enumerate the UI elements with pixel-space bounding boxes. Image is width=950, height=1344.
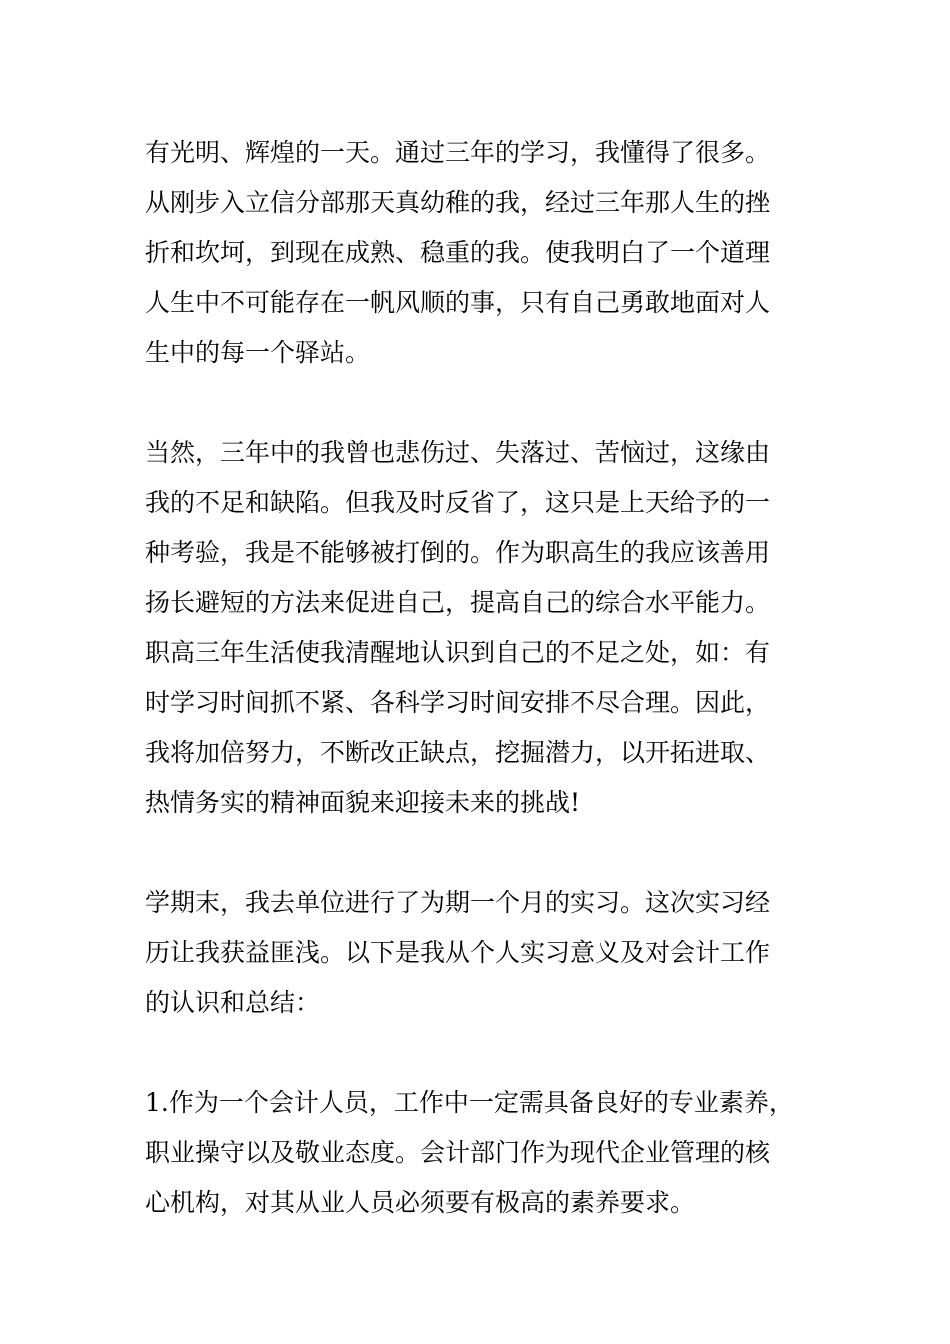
text-line: 扬长避短的方法来促进自己，提高自己的综合水平能力。 [145,588,771,617]
text-line: 职业操守以及敬业态度。会计部门作为现代企业管理的核 [145,1138,771,1167]
text-line: 当然，三年中的我曾也悲伤过、失落过、苦恼过，这缘由 [145,438,771,467]
paragraph-spacer [145,378,825,428]
text-line: 我的不足和缺陷。但我及时反省了，这只是上天给予的一 [145,488,771,517]
text-line: 从刚步入立信分部那天真幼稚的我，经过三年那人生的挫 [145,188,771,217]
text-line: 种考验，我是不能够被打倒的。作为职高生的我应该善用 [145,538,771,567]
paragraph-spacer [145,1028,825,1078]
text-line: 的认识和总结： [145,988,321,1017]
text-line: 职高三年生活使我清醒地认识到自己的不足之处，如：有 [145,638,771,667]
text-line: 1.作为一个会计人员，工作中一定需具备良好的专业素养， [145,1088,794,1117]
text-line: 热情务实的精神面貌来迎接未来的挑战! [145,788,581,817]
text-line: 生中的每一个驿站。 [145,338,371,367]
document-page [145,128,825,1228]
paragraph-2 [145,428,825,828]
paragraph-spacer [145,828,825,878]
text-line: 人生中不可能存在一帆风顺的事，只有自己勇敢地面对人 [145,288,771,317]
paragraph-4 [145,1078,825,1228]
text-line: 历让我获益匪浅。以下是我从个人实习意义及对会计工作 [145,938,771,967]
text-line: 时学习时间抓不紧、各科学习时间安排不尽合理。因此， [145,688,771,717]
text-line: 折和坎坷，到现在成熟、稳重的我。使我明白了一个道理 [145,238,771,267]
paragraph-3 [145,878,825,1028]
text-line: 有光明、辉煌的一天。通过三年的学习，我懂得了很多。 [145,138,771,167]
paragraph-1 [145,128,825,378]
text-line: 我将加倍努力，不断改正缺点，挖掘潜力，以开拓进取、 [145,738,771,767]
text-line: 心机构，对其从业人员必须要有极高的素养要求。 [145,1188,696,1217]
text-line: 学期末，我去单位进行了为期一个月的实习。这次实习经 [145,888,771,917]
